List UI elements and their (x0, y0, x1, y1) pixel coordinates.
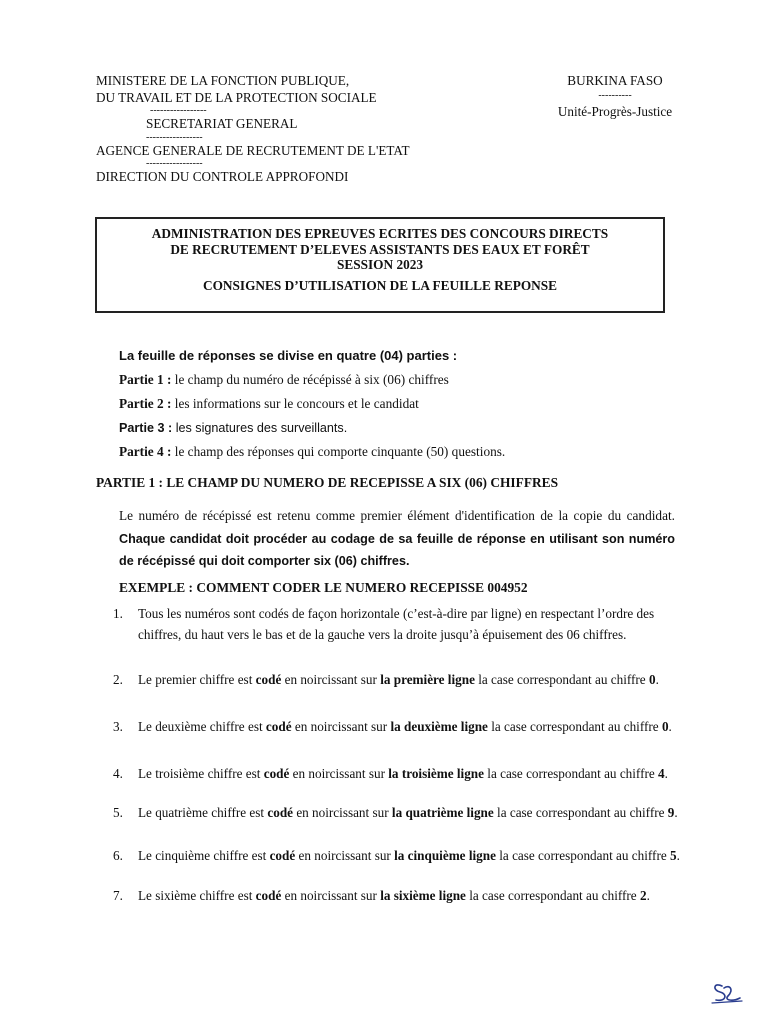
country-name: BURKINA FASO (567, 73, 663, 88)
step-number: 3. (113, 719, 123, 734)
step-text: Le premier chiffre est codé en noircissant sur la première ligne la case correspondant au chiffre 0. (138, 672, 659, 687)
direction-line: DIRECTION DU CONTROLE APPROFONDI (96, 169, 349, 184)
list-item (113, 887, 683, 904)
session-line: SESSION 2023 (336, 257, 424, 272)
step-text: Le troisième chiffre est codé en noircissant sur la troisième ligne la case correspondant au chiffre 4. (138, 766, 668, 781)
part-label: Partie 3 : (119, 421, 173, 435)
step-number: 5. (113, 805, 123, 820)
step-number: 6. (113, 848, 123, 863)
initials-signature-icon (708, 980, 744, 1006)
paragraph-emphasis: Chaque candidat doit procéder au codage de sa feuille de réponse en utilisant son numéro de récépissé qui doit comporter six (06) chiffres. (119, 531, 675, 568)
part-text: le champ des réponses qui comporte cinquante (50) questions. (171, 444, 506, 459)
ministry-header (96, 73, 456, 186)
list-item (113, 763, 683, 785)
part-item (119, 440, 679, 464)
section-paragraph (119, 505, 675, 573)
step-number: 7. (113, 888, 123, 903)
part-text: les signatures des surveillants. (172, 421, 348, 435)
agency-line: AGENCE GENERALE DE RECRUTEMENT DE L'ETAT (96, 142, 410, 158)
part-label: Partie 1 : (119, 372, 172, 387)
list-item (113, 603, 683, 645)
instructions-title: CONSIGNES D’UTILISATION DE LA FEUILLE REPONSE (202, 277, 558, 293)
example-heading: EXEMPLE : COMMENT CODER LE NUMERO RECEPISSE 004952 (119, 580, 528, 595)
section-title: PARTIE 1 : LE CHAMP DU NUMERO DE RECEPISSE A SIX (06) CHIFFRES (96, 475, 559, 490)
parts-list (119, 344, 679, 464)
separator: ----------------- (146, 158, 203, 169)
secretariat-line: SECRETARIAT GENERAL (146, 116, 298, 131)
title-box (95, 217, 665, 313)
part-text: le champ du numéro de récépissé à six (06) chiffres (171, 372, 449, 387)
step-text: Le cinquième chiffre est codé en noircissant sur la cinquième ligne la case correspondant au chiffre 5. (138, 848, 680, 863)
step-number: 1. (113, 606, 123, 621)
title-line-1: ADMINISTRATION DES EPREUVES ECRITES DES CONCOURS DIRECTS (151, 226, 609, 241)
step-number: 2. (113, 672, 123, 687)
ministry-line-2: DU TRAVAIL ET DE LA PROTECTION SOCIALE (96, 89, 377, 105)
part-item (119, 392, 679, 416)
list-item (113, 670, 683, 690)
step-text: Le quatrième chiffre est codé en noircissant sur la quatrième ligne la case correspondant au chiffre 9. (138, 805, 678, 820)
country-header (545, 73, 685, 120)
ministry-line-1: MINISTERE DE LA FONCTION PUBLIQUE, (96, 73, 350, 88)
title-line-2: DE RECRUTEMENT D’ELEVES ASSISTANTS DES EAUX ET FORÊT (170, 241, 590, 257)
step-text: Le deuxième chiffre est codé en noircissant sur la deuxième ligne la case correspondant au chiffre 0. (138, 719, 672, 734)
step-text: Le sixième chiffre est codé en noircissant sur la sixième ligne la case correspondant au chiffre 2. (138, 888, 650, 903)
step-number: 4. (113, 766, 123, 781)
list-item (113, 845, 683, 866)
part-text: les informations sur le concours et le candidat (171, 396, 419, 411)
separator: ---------- (598, 89, 632, 101)
paragraph-text: Le numéro de récépissé est retenu comme premier élément d'identification de la copie du candidat. (119, 508, 675, 523)
part-label: Partie 4 : (119, 444, 172, 459)
step-text: Tous les numéros sont codés de façon horizontale (c’est-à-dire par ligne) en respectant l’ordre des chiffres, du haut vers le bas et de la gauche vers la droite jusqu’à épuisement des 06 chiffres. (138, 606, 655, 642)
list-item (113, 716, 683, 738)
national-motto: Unité-Progrès-Justice (557, 103, 673, 119)
part-item (119, 368, 679, 392)
separator: ----------------- (146, 131, 203, 143)
part-item (119, 416, 679, 440)
part-label: Partie 2 : (119, 396, 172, 411)
separator: ----------------- (150, 105, 207, 116)
parts-intro: La feuille de réponses se divise en quatre (04) parties : (119, 348, 458, 363)
list-item (113, 805, 683, 821)
